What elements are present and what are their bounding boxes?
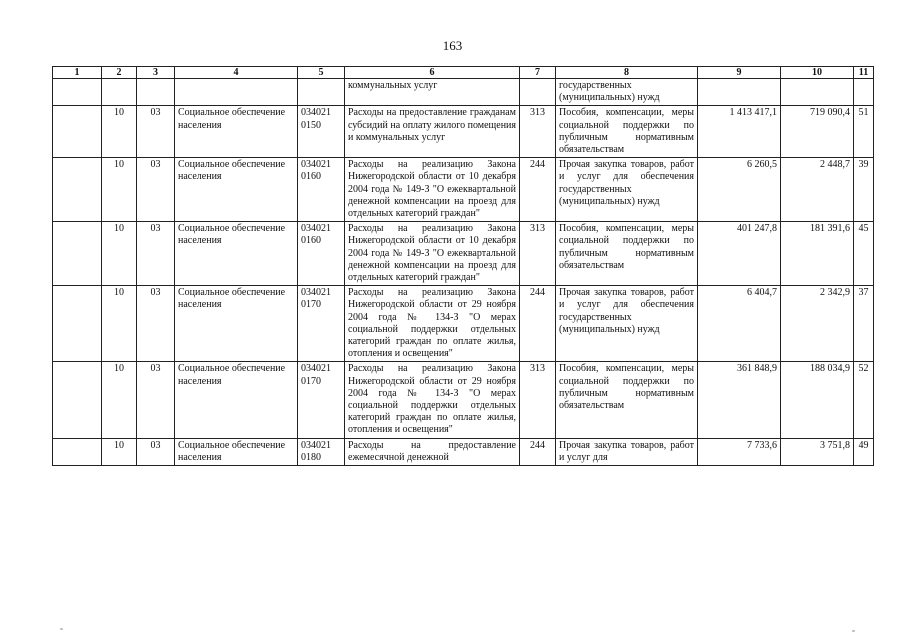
table-row (53, 106, 874, 158)
continuation-description: коммунальных услуг (345, 79, 520, 106)
cell-target-code: 034021 0170 (298, 362, 345, 438)
cell-expense-code: 244 (520, 286, 556, 362)
cell-description: Расходы на реализацию Закона Нижегородской области от 10 декабря 2004 года № 149-З "О ежеквартальной денежной компенсации на проезд для отдельных категорий граждан" (345, 222, 520, 286)
cell-expense-type: Пособия, компенсации, меры социальной поддержки по публичным нормативным обязательствам (556, 362, 698, 438)
cell-planned-amount: 7 733,6 (698, 438, 781, 465)
cell-executed-amount: 2 342,9 (781, 286, 854, 362)
cell-target-code: 034021 0160 (298, 222, 345, 286)
cell-percent: 39 (854, 158, 874, 222)
col-header-1: 1 (53, 67, 102, 79)
cell-expense-code: 244 (520, 158, 556, 222)
cell-target-code: 034021 0170 (298, 286, 345, 362)
cell-description: Расходы на реализацию Закона Нижегородской области от 29 ноября 2004 года № 134-З "О мерах социальной поддержки отдельных категорий граждан по оплате жилья, отопления и освещения" (345, 362, 520, 438)
cell-planned-amount: 6 404,7 (698, 286, 781, 362)
cell-1 (53, 222, 102, 286)
header-row (53, 67, 874, 79)
cell-planned-amount: 361 848,9 (698, 362, 781, 438)
col-header-3: 3 (137, 67, 175, 79)
cell-executed-amount: 188 034,9 (781, 362, 854, 438)
cell-expense-type: Прочая закупка товаров, работ и услуг для (556, 438, 698, 465)
cell-executed-amount: 719 090,4 (781, 106, 854, 158)
col-header-2: 2 (102, 67, 137, 79)
cell-section-name: Социальное обеспечение населения (175, 158, 298, 222)
cell-percent: 52 (854, 362, 874, 438)
col-header-6: 6 (345, 67, 520, 79)
col-header-9: 9 (698, 67, 781, 79)
cell-percent: 49 (854, 438, 874, 465)
page-number: 163 (442, 38, 463, 53)
table-row (53, 286, 874, 362)
col-header-7: 7 (520, 67, 556, 79)
cell-description: Расходы на предоставление ежемесячной денежной (345, 438, 520, 465)
cell-section-name: Социальное обеспечение населения (175, 222, 298, 286)
cell-1 (53, 158, 102, 222)
cell-planned-amount: 1 413 417,1 (698, 106, 781, 158)
cell-target-code: 034021 0160 (298, 158, 345, 222)
col-header-8: 8 (556, 67, 698, 79)
cell-section: 10 (102, 438, 137, 465)
col-header-5: 5 (298, 67, 345, 79)
cell-planned-amount: 401 247,8 (698, 222, 781, 286)
cell-expense-type: Пособия, компенсации, меры социальной поддержки по публичным нормативным обязательствам (556, 106, 698, 158)
cell-description: Расходы на предоставление гражданам субсидий на оплату жилого помещения и коммунальных услуг (345, 106, 520, 158)
cell-subsection: 03 (137, 286, 175, 362)
cell-section: 10 (102, 362, 137, 438)
table-row (53, 158, 874, 222)
cell-percent: 51 (854, 106, 874, 158)
scan-artifact (60, 628, 63, 630)
cell-1 (53, 438, 102, 465)
cell-section: 10 (102, 106, 137, 158)
cell-executed-amount: 2 448,7 (781, 158, 854, 222)
cell-subsection: 03 (137, 158, 175, 222)
cell-1 (53, 286, 102, 362)
cell-expense-code: 313 (520, 362, 556, 438)
table-row (53, 438, 874, 465)
cell-section-name: Социальное обеспечение населения (175, 286, 298, 362)
cell-description: Расходы на реализацию Закона Нижегородской области от 10 декабря 2004 года № 149-З "О ежеквартальной денежной компенсации на проезд для отдельных категорий граждан" (345, 158, 520, 222)
cell-target-code: 034021 0150 (298, 106, 345, 158)
cell-planned-amount: 6 260,5 (698, 158, 781, 222)
table-row (53, 222, 874, 286)
cell-subsection: 03 (137, 222, 175, 286)
cell-subsection: 03 (137, 362, 175, 438)
cell-executed-amount: 3 751,8 (781, 438, 854, 465)
cell-percent: 37 (854, 286, 874, 362)
cell-executed-amount: 181 391,6 (781, 222, 854, 286)
cell-section: 10 (102, 222, 137, 286)
col-header-10: 10 (781, 67, 854, 79)
col-header-4: 4 (175, 67, 298, 79)
cell-subsection: 03 (137, 438, 175, 465)
cell-section: 10 (102, 158, 137, 222)
cell-expense-code: 244 (520, 438, 556, 465)
continuation-row (53, 79, 874, 106)
cell-expense-code: 313 (520, 106, 556, 158)
table-row (53, 362, 874, 438)
cell-target-code: 034021 0180 (298, 438, 345, 465)
cell-section: 10 (102, 286, 137, 362)
cell-percent: 45 (854, 222, 874, 286)
cell-expense-type: Прочая закупка товаров, работ и услуг для обеспечения государственных (муниципальных) нужд (556, 158, 698, 222)
col-header-11: 11 (854, 67, 874, 79)
cell-description: Расходы на реализацию Закона Нижегородской области от 29 ноября 2004 года № 134-З "О мерах социальной поддержки отдельных категорий граждан по оплате жилья, отопления и освещения" (345, 286, 520, 362)
cell-expense-type: Пособия, компенсации, меры социальной поддержки по публичным нормативным обязательствам (556, 222, 698, 286)
cell-subsection: 03 (137, 106, 175, 158)
cell-section-name: Социальное обеспечение населения (175, 438, 298, 465)
cell-section-name: Социальное обеспечение населения (175, 362, 298, 438)
cell-1 (53, 362, 102, 438)
cell-1 (53, 106, 102, 158)
cell-expense-type: Прочая закупка товаров, работ и услуг для обеспечения государственных (муниципальных) нужд (556, 286, 698, 362)
budget-table (52, 66, 874, 466)
cell-expense-code: 313 (520, 222, 556, 286)
continuation-expense-type: государственных (муниципальных) нужд (556, 79, 698, 106)
scan-artifact (852, 630, 855, 632)
cell-section-name: Социальное обеспечение населения (175, 106, 298, 158)
